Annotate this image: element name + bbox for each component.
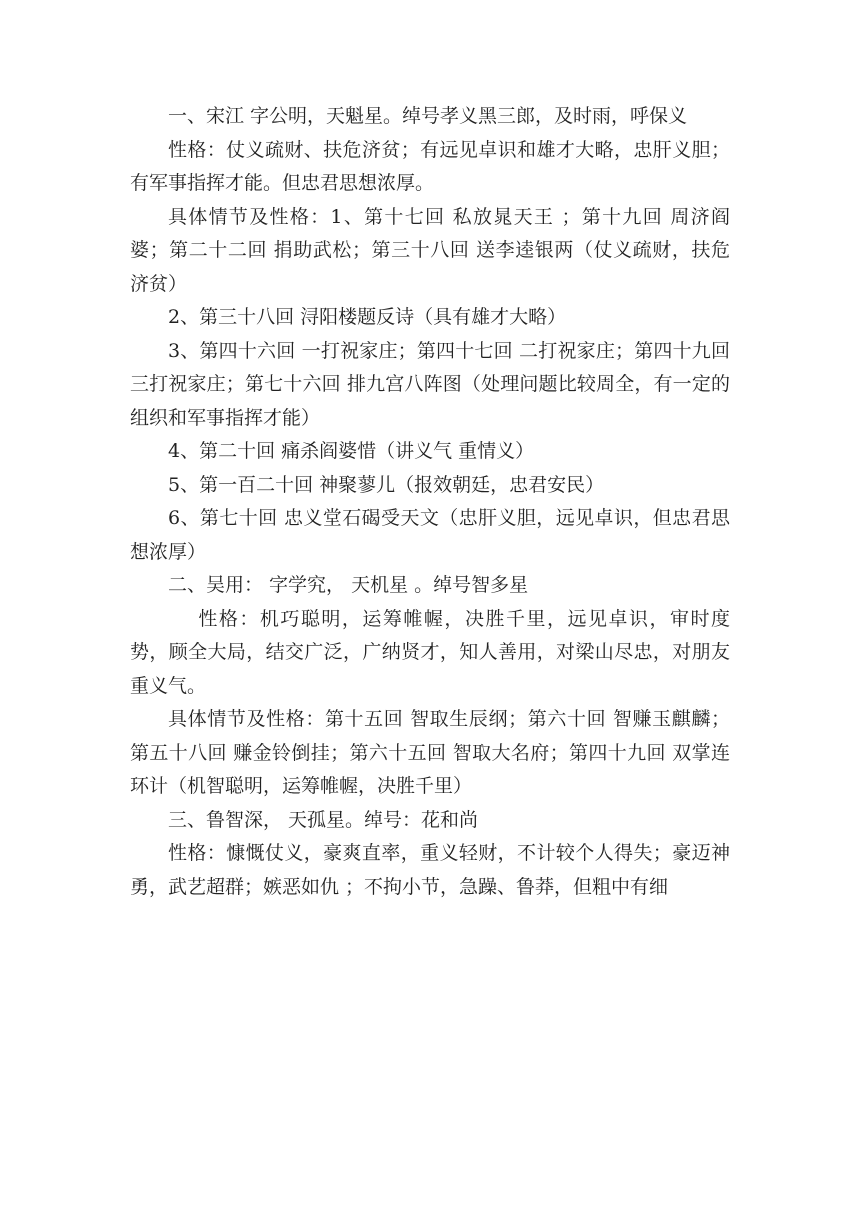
heading-song-jiang: 一、宋江 字公明，天魁星。绰号孝义黑三郎，及时雨，呼保义 [168, 105, 688, 127]
wu-yong-plot: 具体情节及性格：第十五回 智取生辰纲；第六十回 智赚玉麒麟；第五十八回 赚金铃倒挂；第六十五回 智取大名府；第四十九回 双掌连环计（机智聪明，运筹帷幄，决胜千里） [130, 708, 730, 797]
wu-yong-personality: 性格：机巧聪明，运筹帷幄，决胜千里，远见卓识，审时度势，顾全大局，结交广泛，广纳贤才，知人善用，对梁山尽忠，对朋友重义气。 [130, 607, 730, 697]
heading-wu-yong: 二、吴用： 字学究， 天机星 。绰号智多星 [168, 574, 529, 596]
song-jiang-plot-4: 4、第二十回 痛杀阎婆惜（讲义气 重情义） [168, 440, 535, 462]
song-jiang-plot-3: 3、第四十六回 一打祝家庄；第四十七回 二打祝家庄；第四十九回 三打祝家庄；第七十六回 排九宫八阵图（处理问题比较周全，有一定的组织和军事指挥才能） [130, 339, 730, 429]
song-jiang-plot-6: 6、第七十回 忠义堂石碣受天文（忠肝义胆，远见卓识，但忠君思想浓厚） [130, 507, 730, 563]
song-jiang-personality: 性格：仗义疏财、扶危济贫；有远见卓识和雄才大略，忠肝义胆；有军事指挥才能。但忠君思想浓厚。 [130, 138, 730, 194]
song-jiang-plot-1: 具体情节及性格：1、第十七回 私放晁天王 ；第十九回 周济阎婆；第二十二回 捐助武松；第三十八回 送李逵银两（仗义疏财，扶危济贫） [130, 205, 730, 295]
heading-lu-zhishen: 三、鲁智深， 天孤星。绰号：花和尚 [168, 808, 479, 831]
lu-zhishen-personality: 性格：慷慨仗义，豪爽直率，重义轻财，不计较个人得失；豪迈神勇，武艺超群；嫉恶如仇 ；不拘小节，急躁、鲁莽，但粗中有细 [130, 842, 730, 898]
song-jiang-plot-5: 5、第一百二十回 神聚蓼儿（报效朝廷，忠君安民） [168, 473, 605, 496]
document-body [130, 100, 730, 904]
song-jiang-plot-2: 2、第三十八回 浔阳楼题反诗（具有雄才大略） [168, 306, 567, 328]
